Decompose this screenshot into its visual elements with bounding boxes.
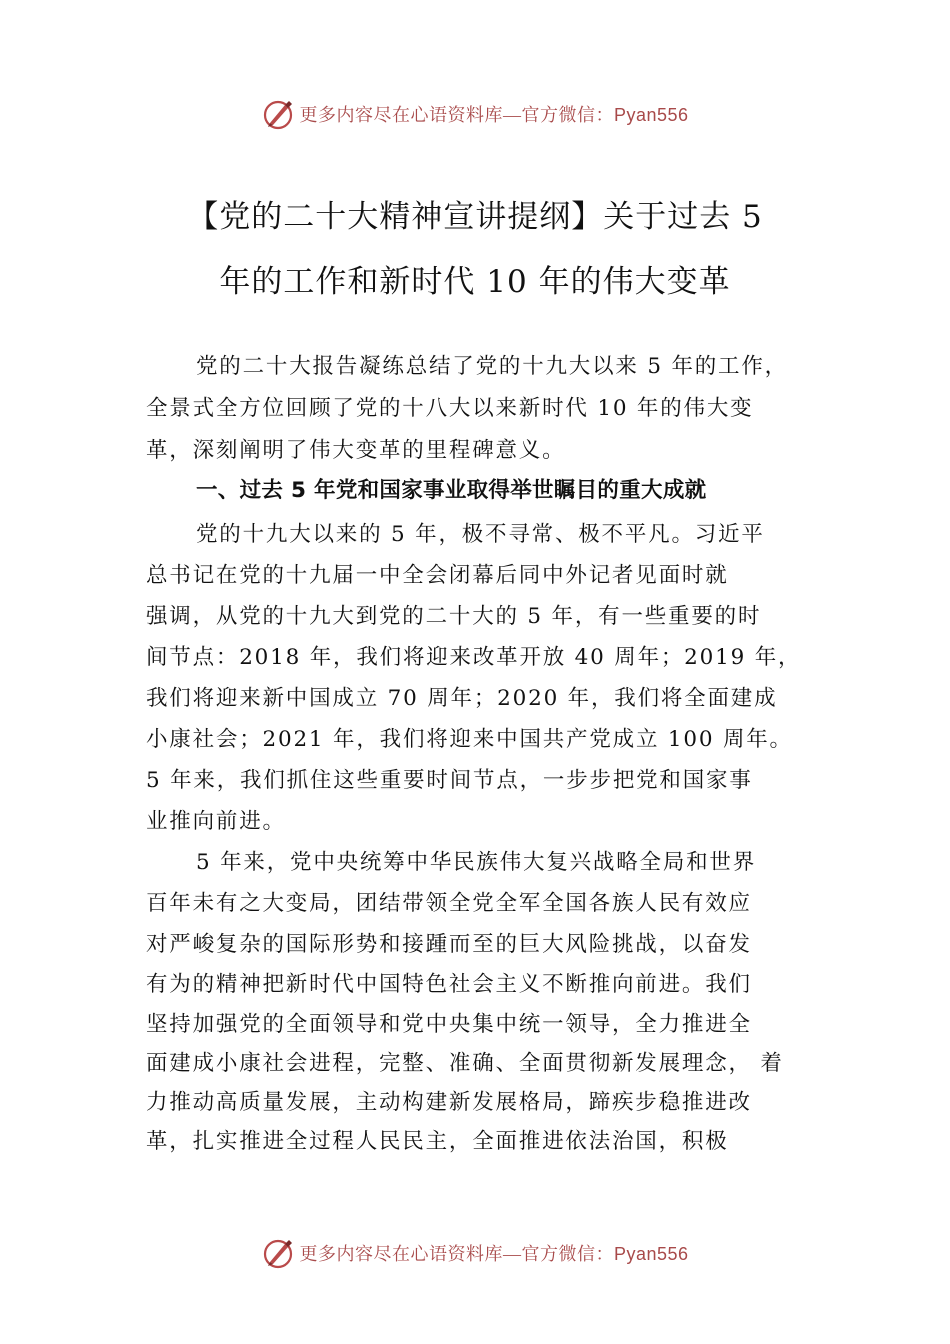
paragraph-line: 业推向前进。 (146, 809, 286, 834)
banner-text: 更多内容尽在心语资料库—官方微信：Pyan556 (299, 105, 689, 125)
paragraph-line: 小康社会；2021 年，我们将迎来中国共产党成立 100 周年。 (146, 727, 793, 752)
paragraph-line: 我们将迎来新中国成立 70 周年；2020 年，我们将全面建成 (146, 686, 778, 711)
pen-logo-icon (261, 1236, 295, 1270)
paragraph-line: 党的二十大报告凝练总结了党的十九大以来 5 年的工作， (196, 354, 788, 379)
paragraph-line: 强调，从党的十九大到党的二十大的 5 年，有一些重要的时 (146, 604, 762, 629)
paragraph-line: 百年未有之大变局，团结带领全党全军全国各族人民有效应 (146, 891, 752, 916)
document-title-line-1: 【党的二十大精神宣讲提纲】关于过去 5 (187, 199, 763, 235)
paragraph-line: 革，深刻阐明了伟大变革的里程碑意义。 (146, 438, 566, 463)
paragraph-line: 5 年来，党中央统筹中华民族伟大复兴战略全局和世界 (196, 850, 757, 875)
section-heading: 一、过去 5 年党和国家事业取得举世瞩目的重大成就 (196, 478, 707, 503)
paragraph-line: 全景式全方位回顾了党的十八大以来新时代 10 年的伟大变 (146, 396, 754, 421)
document-title-line-2: 年的工作和新时代 10 年的伟大变革 (219, 264, 731, 300)
header-banner (0, 94, 950, 134)
footer-banner (0, 1233, 950, 1273)
pen-logo-icon (261, 97, 295, 131)
paragraph-line: 党的十九大以来的 5 年，极不寻常、极不平凡。习近平 (196, 522, 765, 547)
paragraph-line: 5 年来，我们抓住这些重要时间节点，一步步把党和国家事 (146, 768, 753, 793)
paragraph-line: 面建成小康社会进程，完整、准确、全面贯彻新发展理念， 着 (146, 1051, 784, 1076)
paragraph-line: 间节点：2018 年，我们将迎来改革开放 40 周年；2019 年， (146, 645, 802, 670)
paragraph-line: 坚持加强党的全面领导和党中央集中统一领导，全力推进全 (146, 1012, 752, 1037)
paragraph-line: 对严峻复杂的国际形势和接踵而至的巨大风险挑战，以奋发 (146, 932, 752, 957)
paragraph-line: 革，扎实推进全过程人民民主，全面推进依法治国，积极 (146, 1129, 729, 1154)
paragraph-line: 总书记在党的十九届一中全会闭幕后同中外记者见面时就 (146, 563, 729, 588)
paragraph-line: 力推动高质量发展，主动构建新发展格局，蹄疾步稳推进改 (146, 1090, 752, 1115)
wechat-id: Pyan556 (613, 1244, 689, 1264)
wechat-id: Pyan556 (613, 105, 689, 125)
paragraph-line: 有为的精神把新时代中国特色社会主义不断推向前进。我们 (146, 972, 752, 997)
banner-text: 更多内容尽在心语资料库—官方微信：Pyan556 (299, 1244, 689, 1264)
